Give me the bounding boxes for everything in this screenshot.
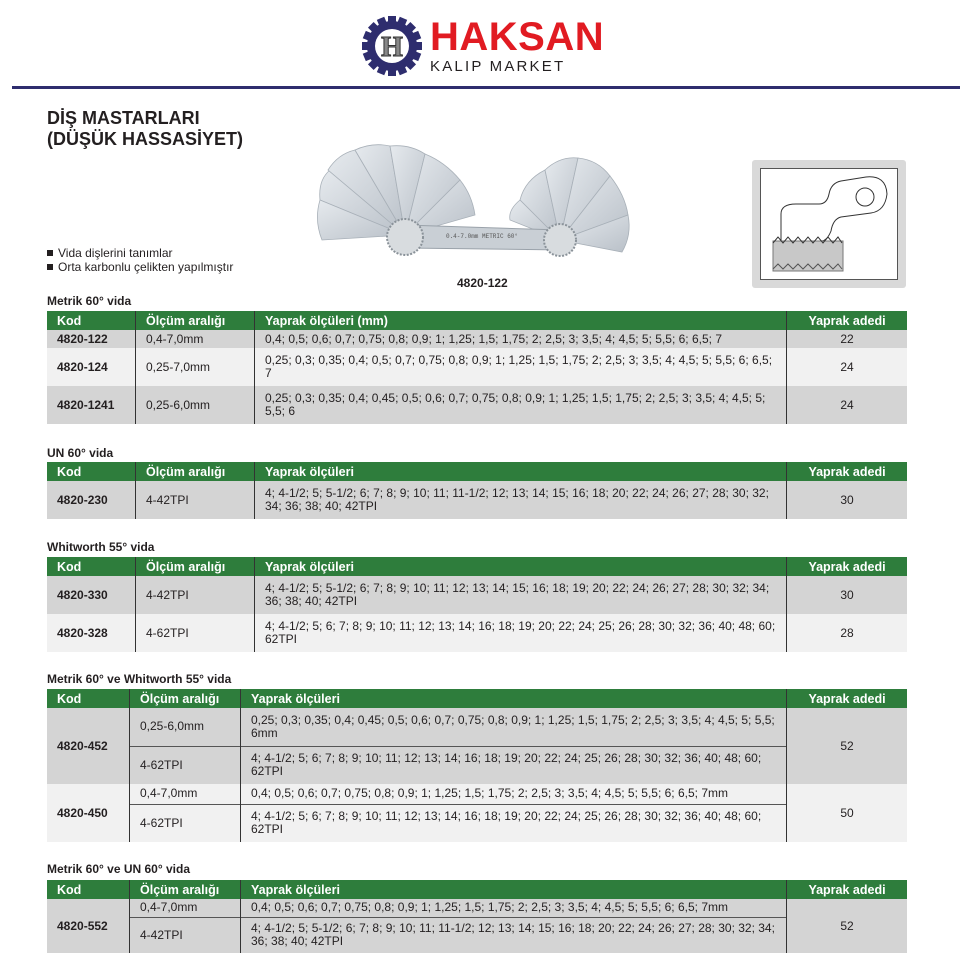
cell-range: 0,25-6,0mm — [136, 386, 255, 424]
col-count: Yaprak adedi — [787, 311, 908, 330]
cell-sizes: 0,4; 0,5; 0,6; 0,7; 0,75; 0,8; 0,9; 1; 1,25; 1,5; 1,75; 2; 2,5; 3; 3,5; 4; 4,5; 5; 5,5; 6; 6,5; 7mm — [241, 899, 787, 917]
col-kod: Kod — [47, 557, 136, 576]
cell-sizes: 4; 4-1/2; 5; 6; 7; 8; 9; 10; 11; 12; 13; 14; 16; 18; 19; 20; 22; 24; 25; 26; 28; 30; 32; 36; 40; 48; 60; 62TPI — [255, 614, 787, 652]
gauge-leaf-diagram-icon — [761, 169, 897, 279]
col-count: Yaprak adedi — [787, 557, 908, 576]
col-sizes: Yaprak ölçüleri — [241, 689, 787, 708]
table-row — [47, 386, 907, 424]
thread-gauge-diagram — [752, 160, 906, 288]
col-count: Yaprak adedi — [787, 462, 908, 481]
col-count: Yaprak adedi — [787, 689, 908, 708]
cell-kod: 4820-330 — [47, 576, 136, 614]
header-divider — [12, 86, 960, 89]
cell-kod: 4820-450 — [47, 784, 130, 842]
metric-un-table — [47, 880, 907, 953]
table-row — [47, 784, 907, 804]
thread-gauge-product-image — [310, 140, 650, 265]
whitworth-table — [47, 557, 907, 652]
cell-range: 0,4-7,0mm — [130, 899, 241, 917]
table-row — [47, 804, 907, 842]
col-sizes: Yaprak ölçüleri — [241, 880, 787, 899]
col-range: Ölçüm aralığı — [136, 557, 255, 576]
diagram-frame — [760, 168, 898, 280]
cell-count: 30 — [787, 576, 908, 614]
table-row — [47, 481, 907, 519]
cell-range: 4-62TPI — [130, 804, 241, 842]
cell-sizes: 4; 4-1/2; 5; 5-1/2; 6; 7; 8; 9; 10; 11; 12; 13; 14; 15; 16; 18; 19; 20; 22; 24; 26; 27; 28; 30; 32; 34; 36; 38; 40; 42TPI — [255, 576, 787, 614]
title-line-2: (DÜŞÜK HASSASİYET) — [47, 129, 244, 149]
table-row — [47, 576, 907, 614]
gear-logo-icon — [360, 14, 424, 78]
cell-kod: 4820-552 — [47, 899, 130, 953]
feature-text: Vida dişlerini tanımlar — [58, 246, 173, 260]
table-row — [47, 917, 907, 953]
cell-range: 0,4-7,0mm — [136, 330, 255, 348]
table-row — [47, 708, 907, 746]
cell-sizes: 0,25; 0,3; 0,35; 0,4; 0,5; 0,7; 0,75; 0,8; 0,9; 1; 1,25; 1,5; 1,75; 2; 2,5; 3; 3,5; 4; 4,5; 5; 5,5; 6; 6,5; 7 — [255, 348, 787, 386]
section-title-metric: Metrik 60° vida — [47, 294, 132, 308]
cell-kod: 4820-124 — [47, 348, 136, 386]
cell-range: 4-42TPI — [136, 576, 255, 614]
cell-kod: 4820-122 — [47, 330, 136, 348]
feature-list — [47, 246, 233, 274]
brand-name: HAKSAN — [430, 14, 605, 59]
feature-item — [47, 246, 233, 260]
feature-item — [47, 260, 233, 274]
cell-sizes: 4; 4-1/2; 5; 6; 7; 8; 9; 10; 11; 12; 13; 14; 16; 18; 19; 20; 22; 24; 25; 26; 28; 30; 32; 36; 40; 48; 60; 62TPI — [241, 746, 787, 784]
cell-range: 0,25-6,0mm — [130, 708, 241, 746]
cell-sizes: 0,4; 0,5; 0,6; 0,7; 0,75; 0,8; 0,9; 1; 1,25; 1,5; 1,75; 2; 2,5; 3; 3,5; 4; 4,5; 5; 5,5; 6; 6,5; 7mm — [241, 784, 787, 804]
bullet-square-icon — [47, 264, 53, 270]
cell-kod: 4820-452 — [47, 708, 130, 784]
col-kod: Kod — [47, 880, 130, 899]
cell-sizes: 0,4; 0,5; 0,6; 0,7; 0,75; 0,8; 0,9; 1; 1,25; 1,5; 1,75; 2; 2,5; 3; 3,5; 4; 4,5; 5; 5,5; 6; 6,5; 7 — [255, 330, 787, 348]
cell-sizes: 4; 4-1/2; 5; 5-1/2; 6; 7; 8; 9; 10; 11; 11-1/2; 12; 13; 14; 15; 16; 18; 20; 22; 24; 26; 27; 28; 30; 32; 34; 36; 38; 40; 42TPI — [255, 481, 787, 519]
svg-text:0.4-7.0mm METRIC 60°: 0.4-7.0mm METRIC 60° — [445, 233, 519, 240]
product-caption: 4820-122 — [457, 276, 508, 290]
col-range: Ölçüm aralığı — [136, 462, 255, 481]
cell-sizes: 4; 4-1/2; 5; 5-1/2; 6; 7; 8; 9; 10; 11; 11-1/2; 12; 13; 14; 15; 16; 18; 20; 22; 24; 26; 27; 28; 30; 32; 34; 36; 38; 40; 42TPI — [241, 917, 787, 953]
brand-subtitle: KALIP MARKET — [430, 57, 566, 75]
col-kod: Kod — [47, 689, 130, 708]
cell-count: 28 — [787, 614, 908, 652]
cell-sizes: 0,25; 0,3; 0,35; 0,4; 0,45; 0,5; 0,6; 0,7; 0,75; 0,8; 0,9; 1; 1,25; 1,5; 1,75; 2; 2,5; 3; 3,5; 4; 4,5; 5; 5,5; 6mm — [241, 708, 787, 746]
cell-range: 4-62TPI — [130, 746, 241, 784]
cell-range: 4-42TPI — [136, 481, 255, 519]
table-row — [47, 746, 907, 784]
cell-range: 4-62TPI — [136, 614, 255, 652]
section-title-metric-un: Metrik 60° ve UN 60° vida — [47, 862, 190, 876]
section-title-whitworth: Whitworth 55° vida — [47, 540, 155, 554]
cell-kod: 4820-1241 — [47, 386, 136, 424]
cell-range: 0,25-7,0mm — [136, 348, 255, 386]
section-title-un: UN 60° vida — [47, 446, 114, 460]
table-row — [47, 348, 907, 386]
cell-range: 4-42TPI — [130, 917, 241, 953]
cell-kod: 4820-230 — [47, 481, 136, 519]
table-row — [47, 614, 907, 652]
col-count: Yaprak adedi — [787, 880, 908, 899]
cell-sizes: 0,25; 0,3; 0,35; 0,4; 0,45; 0,5; 0,6; 0,7; 0,75; 0,8; 0,9; 1; 1,25; 1,5; 1,75; 2; 2,5; 3; 3,5; 4; 4,5; 5; 5,5; 6 — [255, 386, 787, 424]
page-title — [47, 108, 243, 150]
cell-count: 22 — [787, 330, 908, 348]
table-row — [47, 330, 907, 348]
cell-kod: 4820-328 — [47, 614, 136, 652]
cell-sizes: 4; 4-1/2; 5; 6; 7; 8; 9; 10; 11; 12; 13; 14; 16; 18; 19; 20; 22; 24; 25; 26; 28; 30; 32; 36; 40; 48; 60; 62TPI — [241, 804, 787, 842]
metric-whitworth-table — [47, 689, 907, 842]
cell-count: 52 — [787, 708, 908, 784]
cell-count: 30 — [787, 481, 908, 519]
cell-count: 50 — [787, 784, 908, 842]
col-range: Ölçüm aralığı — [136, 311, 255, 330]
metric-table — [47, 311, 907, 424]
bullet-square-icon — [47, 250, 53, 256]
col-range: Ölçüm aralığı — [130, 880, 241, 899]
svg-text:H: H — [381, 32, 403, 63]
table-row — [47, 899, 907, 917]
section-title-metric-whitworth: Metrik 60° ve Whitworth 55° vida — [47, 672, 232, 686]
brand-logo — [360, 14, 604, 78]
cell-count: 24 — [787, 386, 908, 424]
feature-text: Orta karbonlu çelikten yapılmıştır — [58, 260, 234, 274]
cell-range: 0,4-7,0mm — [130, 784, 241, 804]
col-kod: Kod — [47, 462, 136, 481]
cell-count: 52 — [787, 899, 908, 953]
col-sizes: Yaprak ölçüleri — [255, 557, 787, 576]
un-table — [47, 462, 907, 519]
col-sizes: Yaprak ölçüleri — [255, 462, 787, 481]
col-range: Ölçüm aralığı — [130, 689, 241, 708]
col-sizes: Yaprak ölçüleri (mm) — [255, 311, 787, 330]
title-line-1: DİŞ MASTARLARI — [47, 108, 200, 128]
col-kod: Kod — [47, 311, 136, 330]
cell-count: 24 — [787, 348, 908, 386]
